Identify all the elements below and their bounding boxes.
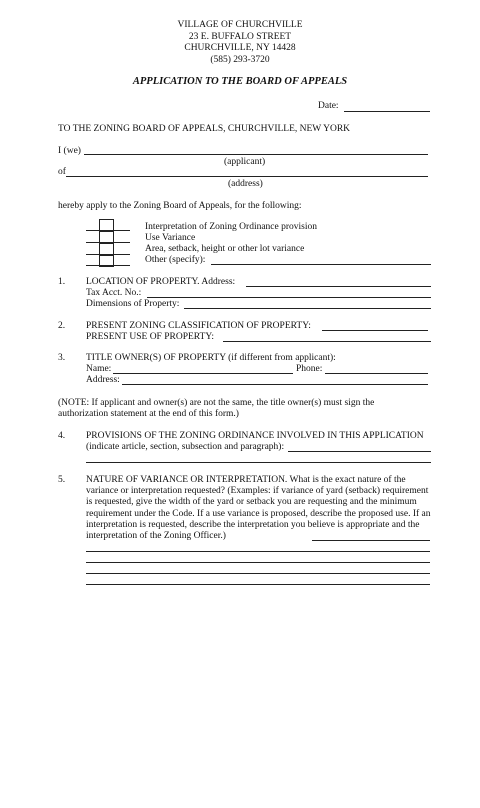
org-city: CHURCHVILLE, NY 14428 bbox=[184, 43, 296, 53]
section-5-number: 5. bbox=[58, 475, 66, 485]
address-label: of bbox=[58, 167, 66, 177]
org-street: 23 E. BUFFALO STREET bbox=[188, 31, 292, 42]
tax-acct-label: Tax Acct. No.: bbox=[86, 288, 142, 298]
letterhead bbox=[0, 20, 480, 66]
nature-field-line-5[interactable] bbox=[86, 584, 430, 585]
owner-note: (NOTE: If applicant and owner(s) are not the same, the title owner(s) must sign the authorization statement at the end of this form.) bbox=[58, 398, 375, 420]
section-4-number: 4. bbox=[58, 431, 66, 441]
provisions-label: PROVISIONS OF THE ZONING ORDINANCE INVOLVED IN THIS APPLICATION bbox=[86, 431, 424, 441]
provisions-field[interactable] bbox=[288, 451, 431, 452]
org-phone: (585) 293-3720 bbox=[210, 54, 270, 65]
date-field[interactable] bbox=[344, 111, 430, 112]
address-field[interactable] bbox=[66, 176, 428, 177]
option-area-variance: Area, setback, height or other lot variance bbox=[145, 244, 305, 254]
applicant-label: I (we) bbox=[58, 146, 81, 156]
zoning-class-field[interactable] bbox=[322, 330, 428, 331]
title-owner-label: TITLE OWNER(S) OF PROPERTY (if different from applicant): bbox=[86, 353, 336, 363]
other-specify-field[interactable] bbox=[211, 264, 431, 265]
option-use-variance: Use Variance bbox=[145, 233, 196, 243]
owner-name-field[interactable] bbox=[113, 373, 293, 374]
provisions-field-line-2[interactable] bbox=[86, 462, 431, 463]
section-2-number: 2. bbox=[58, 321, 66, 331]
zoning-class-label: PRESENT ZONING CLASSIFICATION OF PROPERTY: bbox=[86, 321, 311, 331]
nature-field-line-3[interactable] bbox=[86, 562, 430, 563]
applicant-field[interactable] bbox=[84, 154, 428, 155]
dimensions-field[interactable] bbox=[184, 308, 431, 309]
nature-field-line-4[interactable] bbox=[86, 573, 430, 574]
option-other: Other (specify): bbox=[145, 255, 206, 265]
nature-field[interactable] bbox=[312, 540, 430, 541]
location-label: LOCATION OF PROPERTY. Address: bbox=[86, 277, 236, 287]
tax-acct-field[interactable] bbox=[147, 297, 431, 298]
nature-field-line-2[interactable] bbox=[86, 551, 430, 552]
location-address-field[interactable] bbox=[246, 286, 431, 287]
present-use-label: PRESENT USE OF PROPERTY: bbox=[86, 332, 214, 342]
option-interpretation: Interpretation of Zoning Ordinance provision bbox=[145, 222, 318, 232]
checkbox-other[interactable] bbox=[99, 254, 114, 267]
owner-address-field[interactable] bbox=[122, 384, 428, 385]
address-caption: (address) bbox=[228, 179, 263, 189]
owner-address-label: Address: bbox=[86, 375, 120, 385]
present-use-field[interactable] bbox=[223, 341, 431, 342]
section-3-number: 3. bbox=[58, 353, 66, 363]
dimensions-label: Dimensions of Property: bbox=[86, 299, 180, 309]
org-name: VILLAGE OF CHURCHVILLE bbox=[177, 20, 303, 30]
date-label: Date: bbox=[318, 101, 339, 111]
nature-of-variance-text: NATURE OF VARIANCE OR INTERPRETATION. What is the exact nature of the variance or interpretation requested? (Examples: if variance of yard (setback) requirement is requested, give the width of the yard or setback you are requesting and the minimum requirement under the Code. If a use variance is proposed, describe the proposed use. If an interpretation is requested, describe the interpretation you believe is appropriate and the interpretation of the Zoning Officer.) bbox=[86, 475, 431, 542]
provisions-sublabel: (indicate article, section, subsection and paragraph): bbox=[86, 442, 285, 452]
applicant-caption: (applicant) bbox=[224, 157, 266, 167]
apply-text: hereby apply to the Zoning Board of Appeals, for the following: bbox=[58, 201, 302, 211]
addressee: TO THE ZONING BOARD OF APPEALS, CHURCHVILLE, NEW YORK bbox=[58, 124, 351, 134]
owner-phone-field[interactable] bbox=[325, 373, 428, 374]
owner-name-label: Name: bbox=[86, 364, 112, 374]
section-1-number: 1. bbox=[58, 277, 66, 287]
form-title: APPLICATION TO THE BOARD OF APPEALS bbox=[132, 76, 348, 87]
owner-phone-label: Phone: bbox=[296, 364, 323, 374]
